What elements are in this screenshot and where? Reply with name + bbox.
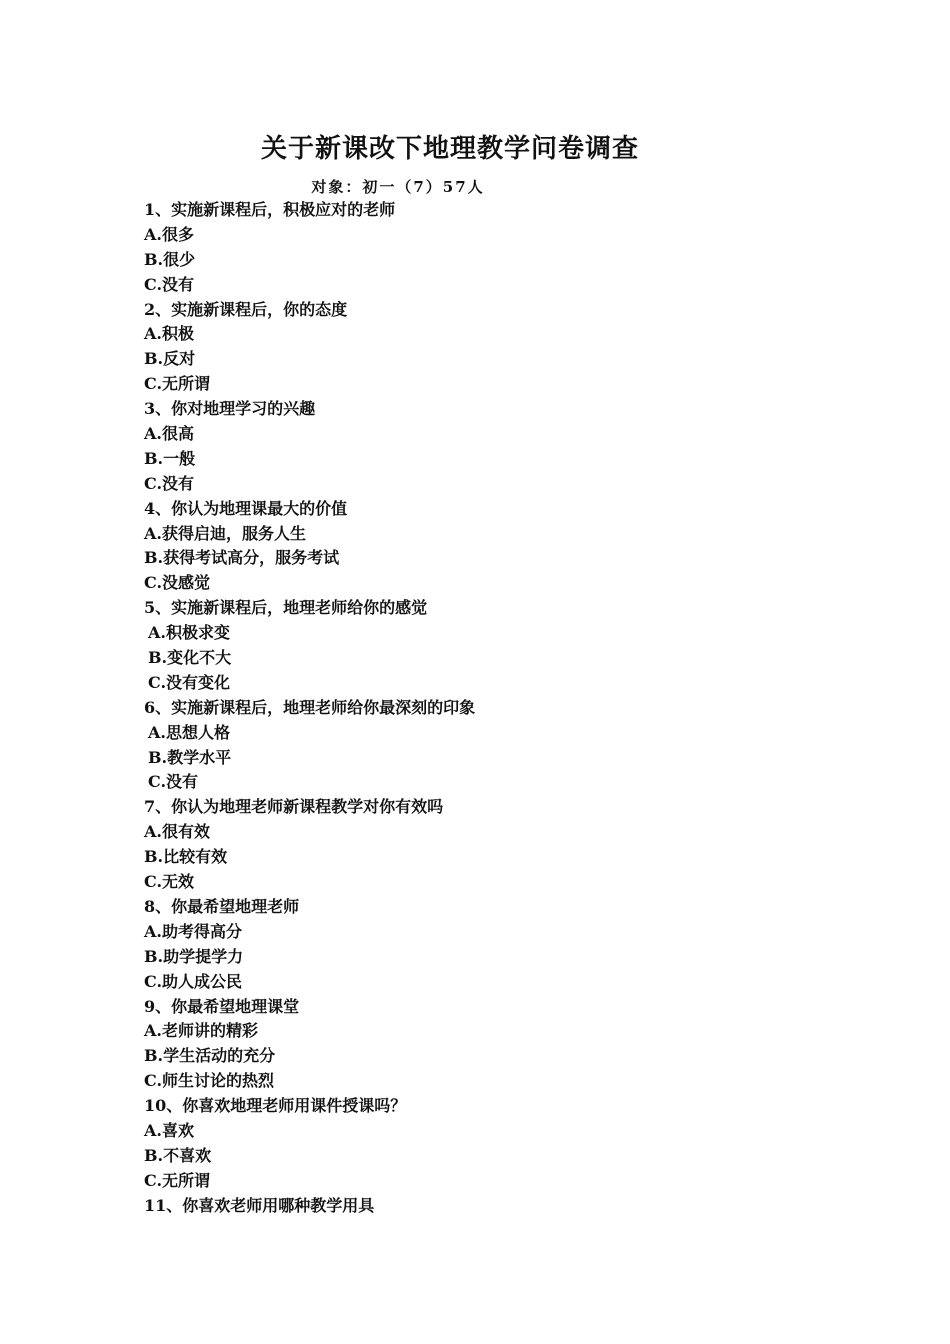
question-1: 1、实施新课程后，积极应对的老师: [144, 200, 396, 219]
question-7-option-c: C.无效: [144, 872, 195, 892]
question-5-option-a: A.积极求变: [148, 623, 230, 643]
question-3: 3、你对地理学习的兴趣: [144, 399, 316, 419]
question-10-option-c: C.无所谓: [144, 1170, 211, 1190]
question-7-option-b: B.比较有效: [144, 847, 228, 867]
question-9-option-c: C.师生讨论的热烈: [144, 1071, 275, 1091]
question-4: 4、你认为地理课最大的价值: [144, 498, 348, 518]
question-10-option-a: A.喜欢: [144, 1120, 194, 1140]
question-9: 9、你最希望地理课堂: [144, 996, 300, 1016]
question-2: 2、实施新课程后，你的态度: [144, 299, 348, 319]
question-8-option-c: C.助人成公民: [144, 971, 243, 991]
question-1-option-c: C.没有: [144, 274, 195, 294]
question-3-option-a: A.很高: [144, 424, 194, 444]
question-6-option-b: B.教学水平: [148, 747, 232, 767]
question-4-option-c: C.没感觉: [144, 573, 211, 593]
question-4-option-a: A.获得启迪，服务人生: [144, 523, 306, 543]
question-6-option-a: A.思想人格: [148, 722, 230, 742]
question-5: 5、实施新课程后，地理老师给你的感觉: [144, 598, 428, 618]
question-9-option-b: B.学生活动的充分: [144, 1046, 276, 1066]
question-8: 8、你最希望地理老师: [144, 896, 300, 916]
question-8-option-b: B.助学提学力: [144, 946, 244, 966]
question-1-option-b: B.很少: [144, 249, 196, 269]
question-8-option-a: A.助考得高分: [144, 921, 242, 941]
question-5-option-c: C.没有变化: [148, 672, 231, 692]
question-6: 6、实施新课程后，地理老师给你最深刻的印象: [144, 697, 476, 717]
question-3-option-b: B.一般: [144, 448, 196, 468]
survey-body: [144, 198, 844, 1219]
page-title: 关于新课改下地理教学问卷调查: [260, 134, 639, 164]
question-2-option-b: B.反对: [144, 349, 196, 369]
question-7-option-a: A.很有效: [144, 822, 210, 842]
question-10-option-b: B.不喜欢: [144, 1145, 212, 1165]
question-6-option-c: C.没有: [148, 772, 199, 792]
question-7: 7、你认为地理老师新课程教学对你有效吗: [144, 797, 444, 817]
question-1-option-a: A.很多: [144, 224, 194, 244]
question-2-option-a: A.积极: [144, 324, 194, 344]
question-5-option-b: B.变化不大: [148, 648, 232, 668]
page-subtitle: 对象：初一（7）57人: [311, 178, 485, 196]
question-10: 10、你喜欢地理老师用课件授课吗？: [144, 1096, 407, 1116]
question-9-option-a: A.老师讲的精彩: [144, 1021, 258, 1041]
question-2-option-c: C.无所谓: [144, 374, 211, 394]
question-11: 11、你喜欢老师用哪种教学用具: [144, 1195, 375, 1215]
question-4-option-b: B.获得考试高分，服务考试: [144, 548, 340, 568]
question-3-option-c: C.没有: [144, 473, 195, 493]
